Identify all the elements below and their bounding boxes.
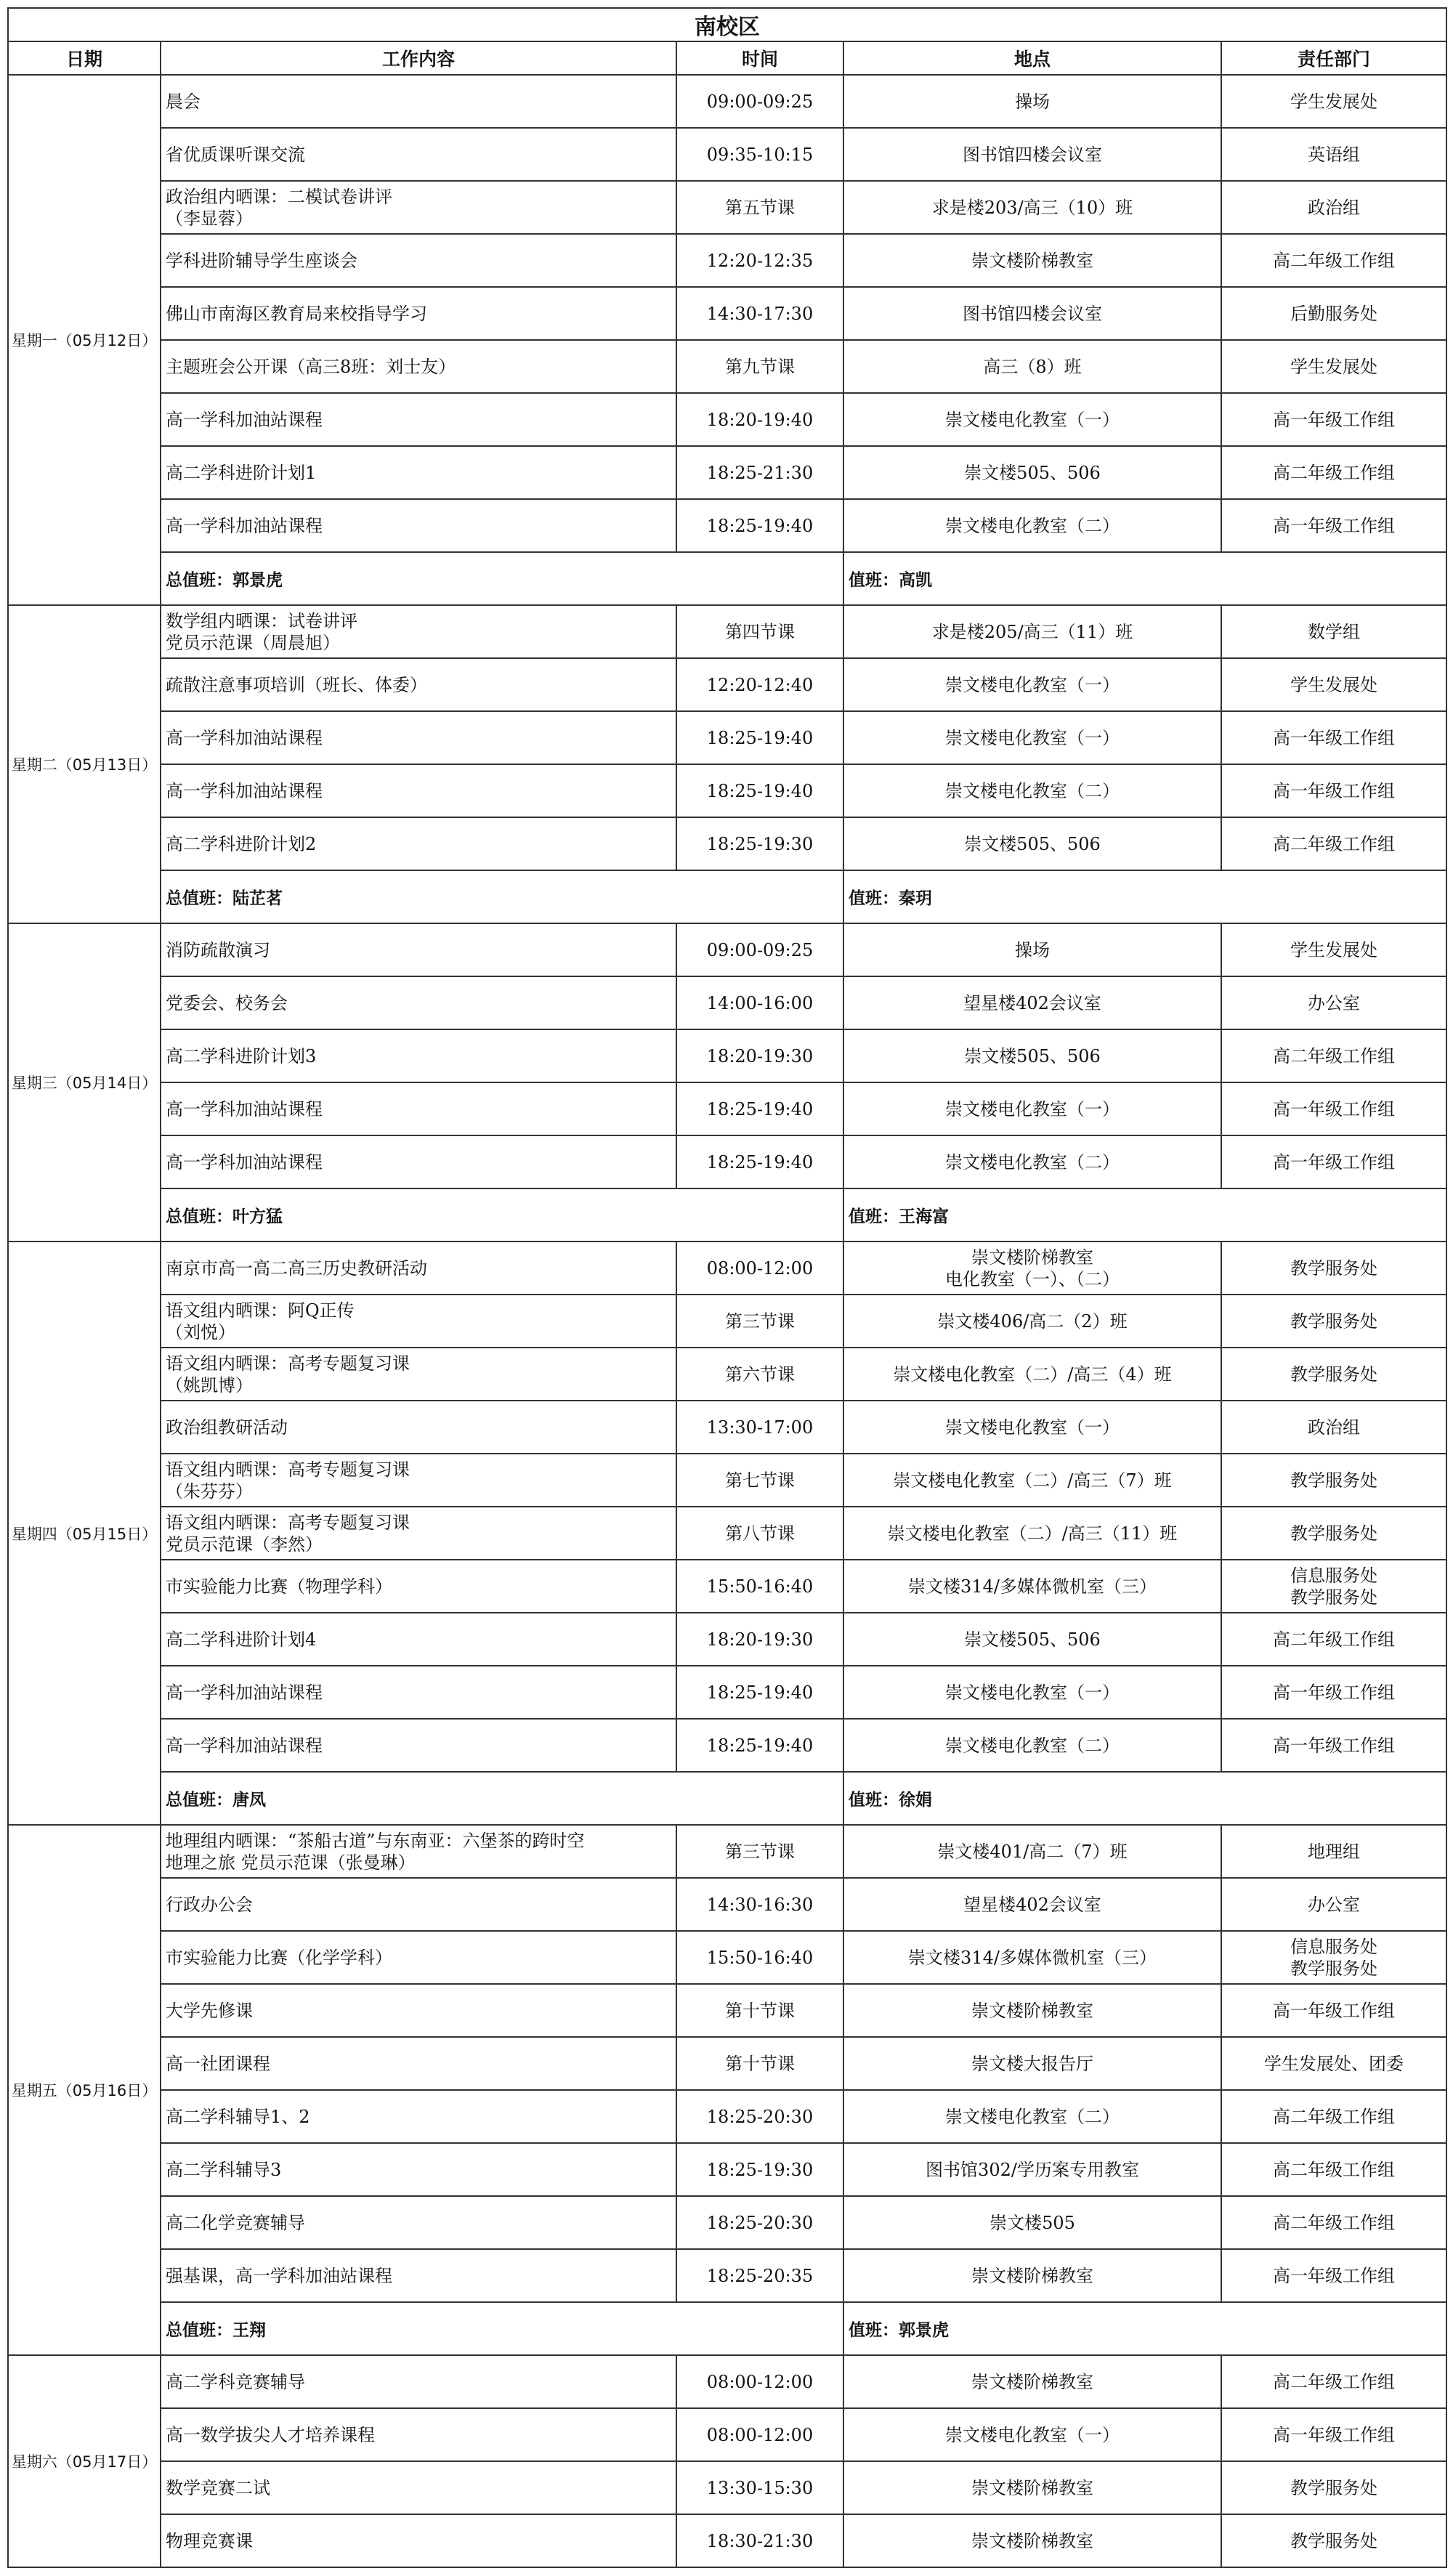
time-cell: 第四节课 xyxy=(676,605,843,658)
time-cell: 第三节课 xyxy=(676,1295,843,1348)
dept-cell: 政治组 xyxy=(1221,181,1446,234)
place-cell: 求是楼205/高三（11）班 xyxy=(843,605,1221,658)
header-date: 日期 xyxy=(8,41,161,75)
time-cell: 18:30-21:30 xyxy=(676,2514,843,2567)
dept-cell: 英语组 xyxy=(1221,128,1446,181)
duty-staff: 值班：秦玥 xyxy=(843,870,1446,923)
work-content: 学科进阶辅导学生座谈会 xyxy=(161,234,676,287)
time-cell: 第七节课 xyxy=(676,1454,843,1507)
work-content: 高一学科加油站课程 xyxy=(161,764,676,817)
work-content: 高二化学竞赛辅导 xyxy=(161,2196,676,2249)
day-cell: 星期三（05月14日） xyxy=(8,923,161,1242)
schedule-table xyxy=(7,7,1447,2568)
dept-cell: 教学服务处 xyxy=(1221,1454,1446,1507)
work-content: 高一社团课程 xyxy=(161,2037,676,2090)
time-cell: 第五节课 xyxy=(676,181,843,234)
table-row xyxy=(8,234,1446,287)
duty-staff: 值班：高凯 xyxy=(843,552,1446,605)
table-row xyxy=(8,1666,1446,1719)
work-content: 市实验能力比赛（化学学科） xyxy=(161,1931,676,1984)
time-cell: 15:50-16:40 xyxy=(676,1560,843,1613)
place-cell: 崇文楼电化教室（二） xyxy=(843,764,1221,817)
place-cell: 崇文楼406/高二（2）班 xyxy=(843,1295,1221,1348)
place-cell: 操场 xyxy=(843,923,1221,976)
work-content: 高二学科进阶计划3 xyxy=(161,1029,676,1082)
place-cell: 图书馆四楼会议室 xyxy=(843,128,1221,181)
dept-cell: 高二年级工作组 xyxy=(1221,446,1446,499)
dept-cell: 高一年级工作组 xyxy=(1221,711,1446,764)
time-cell: 18:25-19:40 xyxy=(676,499,843,552)
dept-cell: 数学组 xyxy=(1221,605,1446,658)
time-cell: 18:25-19:40 xyxy=(676,764,843,817)
place-cell: 崇文楼314/多媒体微机室（三） xyxy=(843,1931,1221,1984)
time-cell: 13:30-15:30 xyxy=(676,2461,843,2514)
place-cell: 求是楼203/高三（10）班 xyxy=(843,181,1221,234)
work-content: 语文组内晒课：高考专题复习课 党员示范课（李然） xyxy=(161,1507,676,1560)
table-row xyxy=(8,393,1446,446)
table-row xyxy=(8,605,1446,658)
work-content: 市实验能力比赛（物理学科） xyxy=(161,1560,676,1613)
time-cell: 18:25-19:40 xyxy=(676,711,843,764)
dept-cell: 高二年级工作组 xyxy=(1221,2143,1446,2196)
time-cell: 09:35-10:15 xyxy=(676,128,843,181)
header-time: 时间 xyxy=(676,41,843,75)
work-content: 高一数学拔尖人才培养课程 xyxy=(161,2408,676,2461)
place-cell: 崇文楼电化教室（一） xyxy=(843,2408,1221,2461)
dept-cell: 高二年级工作组 xyxy=(1221,234,1446,287)
table-row xyxy=(8,2408,1446,2461)
time-cell: 12:20-12:35 xyxy=(676,234,843,287)
duty-row xyxy=(8,870,1446,923)
time-cell: 18:25-20:30 xyxy=(676,2090,843,2143)
table-row xyxy=(8,1613,1446,1666)
work-content: 强基课，高一学科加油站课程 xyxy=(161,2249,676,2302)
duty-total: 总值班：叶方猛 xyxy=(161,1188,843,1242)
time-cell: 18:25-19:40 xyxy=(676,1666,843,1719)
place-cell: 崇文楼电化教室（二） xyxy=(843,499,1221,552)
work-content: 高二学科辅导3 xyxy=(161,2143,676,2196)
time-cell: 18:25-19:30 xyxy=(676,2143,843,2196)
place-cell: 崇文楼电化教室（一） xyxy=(843,393,1221,446)
dept-cell: 高一年级工作组 xyxy=(1221,1082,1446,1135)
table-row xyxy=(8,1507,1446,1560)
place-cell: 崇文楼电化教室（一） xyxy=(843,711,1221,764)
table-row xyxy=(8,2143,1446,2196)
dept-cell: 高一年级工作组 xyxy=(1221,764,1446,817)
work-content: 南京市高一高二高三历史教研活动 xyxy=(161,1242,676,1295)
dept-cell: 信息服务处 教学服务处 xyxy=(1221,1560,1446,1613)
place-cell: 望星楼402会议室 xyxy=(843,976,1221,1029)
dept-cell: 高二年级工作组 xyxy=(1221,817,1446,870)
table-row xyxy=(8,128,1446,181)
work-content: 高一学科加油站课程 xyxy=(161,1719,676,1772)
header-content: 工作内容 xyxy=(161,41,676,75)
place-cell: 崇文楼电化教室（一） xyxy=(843,658,1221,711)
time-cell: 18:20-19:40 xyxy=(676,393,843,446)
table-row xyxy=(8,287,1446,340)
work-content: 大学先修课 xyxy=(161,1984,676,2037)
work-content: 主题班会公开课（高三8班：刘士友） xyxy=(161,340,676,393)
table-row xyxy=(8,764,1446,817)
work-content: 党委会、校务会 xyxy=(161,976,676,1029)
time-cell: 第八节课 xyxy=(676,1507,843,1560)
dept-cell: 高一年级工作组 xyxy=(1221,499,1446,552)
dept-cell: 高一年级工作组 xyxy=(1221,2408,1446,2461)
day-cell: 星期六（05月17日） xyxy=(8,2355,161,2567)
work-content: 高二学科辅导1、2 xyxy=(161,2090,676,2143)
place-cell: 崇文楼大报告厅 xyxy=(843,2037,1221,2090)
dept-cell: 教学服务处 xyxy=(1221,1295,1446,1348)
place-cell: 崇文楼电化教室（二）/高三（7）班 xyxy=(843,1454,1221,1507)
dept-cell: 办公室 xyxy=(1221,1878,1446,1931)
time-cell: 18:25-20:35 xyxy=(676,2249,843,2302)
place-cell: 崇文楼阶梯教室 xyxy=(843,2355,1221,2408)
table-row xyxy=(8,2461,1446,2514)
place-cell: 崇文楼电化教室（二） xyxy=(843,2090,1221,2143)
work-content: 高二学科进阶计划4 xyxy=(161,1613,676,1666)
place-cell: 崇文楼505、506 xyxy=(843,817,1221,870)
time-cell: 第十节课 xyxy=(676,1984,843,2037)
place-cell: 崇文楼505、506 xyxy=(843,1029,1221,1082)
table-row xyxy=(8,340,1446,393)
time-cell: 08:00-12:00 xyxy=(676,2408,843,2461)
place-cell: 崇文楼阶梯教室 xyxy=(843,234,1221,287)
dept-cell: 后勤服务处 xyxy=(1221,287,1446,340)
table-row xyxy=(8,1295,1446,1348)
dept-cell: 高二年级工作组 xyxy=(1221,1613,1446,1666)
table-row xyxy=(8,1082,1446,1135)
dept-cell: 高一年级工作组 xyxy=(1221,1719,1446,1772)
time-cell: 18:20-19:30 xyxy=(676,1029,843,1082)
work-content: 数学组内晒课：试卷讲评 党员示范课（周晨旭） xyxy=(161,605,676,658)
work-content: 高二学科竞赛辅导 xyxy=(161,2355,676,2408)
table-row xyxy=(8,658,1446,711)
place-cell: 崇文楼阶梯教室 xyxy=(843,2249,1221,2302)
time-cell: 第九节课 xyxy=(676,340,843,393)
time-cell: 18:25-21:30 xyxy=(676,446,843,499)
table-row xyxy=(8,1401,1446,1454)
day-cell: 星期四（05月15日） xyxy=(8,1242,161,1825)
dept-cell: 地理组 xyxy=(1221,1825,1446,1878)
work-content: 数学竞赛二试 xyxy=(161,2461,676,2514)
table-row xyxy=(8,1454,1446,1507)
work-content: 语文组内晒课：高考专题复习课 （姚凯博） xyxy=(161,1348,676,1401)
header-row xyxy=(8,41,1446,75)
day-cell: 星期二（05月13日） xyxy=(8,605,161,923)
time-cell: 14:30-16:30 xyxy=(676,1878,843,1931)
time-cell: 第十节课 xyxy=(676,2037,843,2090)
place-cell: 崇文楼阶梯教室 xyxy=(843,2461,1221,2514)
work-content: 物理竞赛课 xyxy=(161,2514,676,2567)
day-cell: 星期一（05月12日） xyxy=(8,75,161,605)
work-content: 政治组内晒课：二模试卷讲评 （李显蓉） xyxy=(161,181,676,234)
work-content: 行政办公会 xyxy=(161,1878,676,1931)
time-cell: 第六节课 xyxy=(676,1348,843,1401)
dept-cell: 学生发展处 xyxy=(1221,923,1446,976)
dept-cell: 教学服务处 xyxy=(1221,2461,1446,2514)
dept-cell: 信息服务处 教学服务处 xyxy=(1221,1931,1446,1984)
time-cell: 14:00-16:00 xyxy=(676,976,843,1029)
place-cell: 图书馆四楼会议室 xyxy=(843,287,1221,340)
table-row xyxy=(8,2037,1446,2090)
place-cell: 崇文楼401/高二（7）班 xyxy=(843,1825,1221,1878)
time-cell: 18:20-19:30 xyxy=(676,1613,843,1666)
time-cell: 08:00-12:00 xyxy=(676,1242,843,1295)
duty-staff: 值班：郭景虎 xyxy=(843,2302,1446,2355)
table-row xyxy=(8,1878,1446,1931)
dept-cell: 学生发展处、团委 xyxy=(1221,2037,1446,2090)
table-row xyxy=(8,181,1446,234)
dept-cell: 教学服务处 xyxy=(1221,1348,1446,1401)
time-cell: 18:25-19:30 xyxy=(676,817,843,870)
time-cell: 08:00-12:00 xyxy=(676,2355,843,2408)
duty-row xyxy=(8,1772,1446,1825)
table-row xyxy=(8,2196,1446,2249)
table-row xyxy=(8,923,1446,976)
work-content: 消防疏散演习 xyxy=(161,923,676,976)
work-content: 晨会 xyxy=(161,75,676,128)
dept-cell: 高二年级工作组 xyxy=(1221,2196,1446,2249)
duty-row xyxy=(8,2302,1446,2355)
dept-cell: 高二年级工作组 xyxy=(1221,1029,1446,1082)
place-cell: 崇文楼电化教室（二）/高三（4）班 xyxy=(843,1348,1221,1401)
dept-cell: 学生发展处 xyxy=(1221,340,1446,393)
place-cell: 崇文楼阶梯教室 xyxy=(843,1984,1221,2037)
work-content: 语文组内晒课：阿Q正传 （刘悦） xyxy=(161,1295,676,1348)
table-row xyxy=(8,976,1446,1029)
table-row xyxy=(8,499,1446,552)
duty-row xyxy=(8,1188,1446,1242)
dept-cell: 高一年级工作组 xyxy=(1221,1666,1446,1719)
duty-staff: 值班：王海富 xyxy=(843,1188,1446,1242)
work-content: 佛山市南海区教育局来校指导学习 xyxy=(161,287,676,340)
place-cell: 操场 xyxy=(843,75,1221,128)
table-row xyxy=(8,1825,1446,1878)
work-content: 高一学科加油站课程 xyxy=(161,711,676,764)
table-row xyxy=(8,446,1446,499)
work-content: 高一学科加油站课程 xyxy=(161,1082,676,1135)
dept-cell: 学生发展处 xyxy=(1221,658,1446,711)
place-cell: 崇文楼505、506 xyxy=(843,1613,1221,1666)
place-cell: 望星楼402会议室 xyxy=(843,1878,1221,1931)
place-cell: 崇文楼314/多媒体微机室（三） xyxy=(843,1560,1221,1613)
place-cell: 崇文楼电化教室（二） xyxy=(843,1135,1221,1188)
table-row xyxy=(8,1560,1446,1613)
dept-cell: 学生发展处 xyxy=(1221,75,1446,128)
place-cell: 崇文楼电化教室（二） xyxy=(843,1719,1221,1772)
dept-cell: 教学服务处 xyxy=(1221,1242,1446,1295)
work-content: 政治组教研活动 xyxy=(161,1401,676,1454)
time-cell: 09:00-09:25 xyxy=(676,75,843,128)
time-cell: 09:00-09:25 xyxy=(676,923,843,976)
day-cell: 星期五（05月16日） xyxy=(8,1825,161,2355)
dept-cell: 办公室 xyxy=(1221,976,1446,1029)
table-row xyxy=(8,1029,1446,1082)
duty-staff: 值班：徐娟 xyxy=(843,1772,1446,1825)
time-cell: 13:30-17:00 xyxy=(676,1401,843,1454)
time-cell: 18:25-19:40 xyxy=(676,1135,843,1188)
time-cell: 18:25-20:30 xyxy=(676,2196,843,2249)
place-cell: 崇文楼505 xyxy=(843,2196,1221,2249)
table-row xyxy=(8,75,1446,128)
place-cell: 崇文楼电化教室（一） xyxy=(843,1082,1221,1135)
time-cell: 18:25-19:40 xyxy=(676,1082,843,1135)
place-cell: 崇文楼阶梯教室 xyxy=(843,2514,1221,2567)
work-content: 高二学科进阶计划1 xyxy=(161,446,676,499)
dept-cell: 高一年级工作组 xyxy=(1221,393,1446,446)
header-dept: 责任部门 xyxy=(1221,41,1446,75)
table-row xyxy=(8,2514,1446,2567)
time-cell: 18:25-19:40 xyxy=(676,1719,843,1772)
work-content: 高二学科进阶计划2 xyxy=(161,817,676,870)
work-content: 高一学科加油站课程 xyxy=(161,1666,676,1719)
duty-total: 总值班：郭景虎 xyxy=(161,552,843,605)
place-cell: 崇文楼电化教室（二）/高三（11）班 xyxy=(843,1507,1221,1560)
dept-cell: 教学服务处 xyxy=(1221,1507,1446,1560)
work-content: 高一学科加油站课程 xyxy=(161,393,676,446)
place-cell: 图书馆302/学历案专用教室 xyxy=(843,2143,1221,2196)
table-row xyxy=(8,1348,1446,1401)
dept-cell: 高二年级工作组 xyxy=(1221,2355,1446,2408)
campus-title: 南校区 xyxy=(8,8,1446,41)
table-row xyxy=(8,1984,1446,2037)
place-cell: 高三（8）班 xyxy=(843,340,1221,393)
work-content: 省优质课听课交流 xyxy=(161,128,676,181)
duty-total: 总值班：陆芷茗 xyxy=(161,870,843,923)
table-row xyxy=(8,1242,1446,1295)
work-content: 地理组内晒课：“茶船古道”与东南亚：六堡茶的跨时空 地理之旅 党员示范课（张曼琳） xyxy=(161,1825,676,1878)
table-row xyxy=(8,817,1446,870)
dept-cell: 政治组 xyxy=(1221,1401,1446,1454)
time-cell: 15:50-16:40 xyxy=(676,1931,843,1984)
work-content: 高一学科加油站课程 xyxy=(161,1135,676,1188)
place-cell: 崇文楼电化教室（一） xyxy=(843,1401,1221,1454)
time-cell: 14:30-17:30 xyxy=(676,287,843,340)
table-row xyxy=(8,2249,1446,2302)
dept-cell: 高一年级工作组 xyxy=(1221,1984,1446,2037)
table-row xyxy=(8,1931,1446,1984)
table-row xyxy=(8,2090,1446,2143)
table-row xyxy=(8,2355,1446,2408)
duty-row xyxy=(8,552,1446,605)
table-row xyxy=(8,711,1446,764)
table-row xyxy=(8,1719,1446,1772)
work-content: 语文组内晒课：高考专题复习课 （朱芬芬） xyxy=(161,1454,676,1507)
dept-cell: 高一年级工作组 xyxy=(1221,1135,1446,1188)
dept-cell: 教学服务处 xyxy=(1221,2514,1446,2567)
dept-cell: 高一年级工作组 xyxy=(1221,2249,1446,2302)
place-cell: 崇文楼505、506 xyxy=(843,446,1221,499)
place-cell: 崇文楼电化教室（一） xyxy=(843,1666,1221,1719)
time-cell: 第三节课 xyxy=(676,1825,843,1878)
work-content: 疏散注意事项培训（班长、体委） xyxy=(161,658,676,711)
table-row xyxy=(8,1135,1446,1188)
work-content: 高一学科加油站课程 xyxy=(161,499,676,552)
duty-total: 总值班：王翔 xyxy=(161,2302,843,2355)
time-cell: 12:20-12:40 xyxy=(676,658,843,711)
place-cell: 崇文楼阶梯教室 电化教室（一）、（二） xyxy=(843,1242,1221,1295)
dept-cell: 高二年级工作组 xyxy=(1221,2090,1446,2143)
header-place: 地点 xyxy=(843,41,1221,75)
duty-total: 总值班：唐凤 xyxy=(161,1772,843,1825)
